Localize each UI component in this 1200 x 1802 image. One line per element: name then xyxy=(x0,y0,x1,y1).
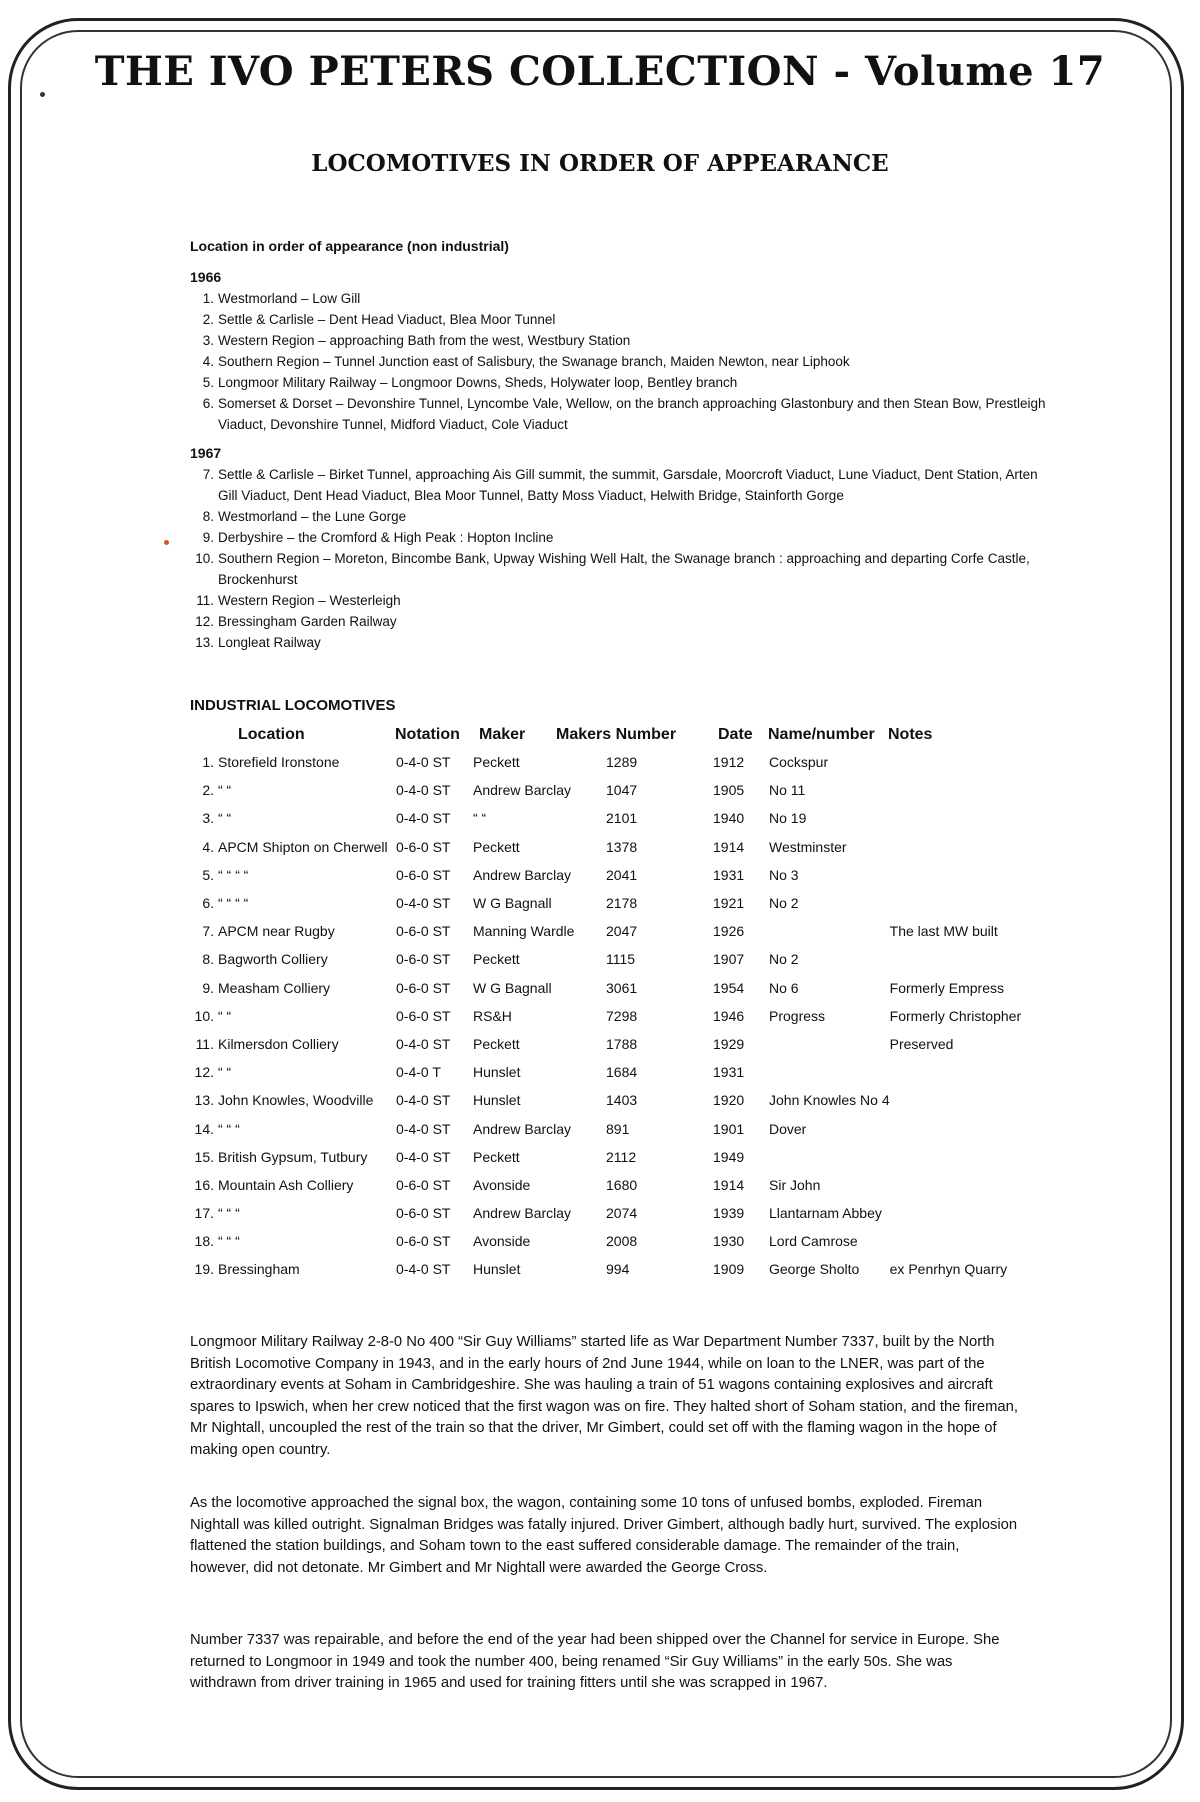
cell-date: 1931 xyxy=(713,866,745,883)
cell-name-number: Westminster xyxy=(769,838,847,855)
table-row xyxy=(188,1114,1040,1142)
cell-date: 1939 xyxy=(713,1205,745,1222)
cell-makers-number: 2041 xyxy=(606,866,638,883)
cell-maker: Hunslet xyxy=(473,1261,521,1278)
cell-location: “ “ xyxy=(218,1064,232,1081)
table-row xyxy=(188,1227,1040,1255)
cell-notes xyxy=(890,748,1040,776)
table-row xyxy=(188,1030,1040,1058)
cell-makers-number: 1289 xyxy=(606,754,638,771)
cell-notation: 0-6-0 ST xyxy=(396,838,451,855)
cell-notation: 0-6-0 ST xyxy=(396,951,451,968)
cell-date: 1912 xyxy=(713,754,745,771)
cell-name-number xyxy=(769,1030,890,1058)
cell-notation: 0-6-0 ST xyxy=(396,979,451,996)
cell-makers-number: 1403 xyxy=(606,1092,638,1109)
year-heading: 1967 xyxy=(190,445,222,461)
location-item-text: Longmoor Military Railway – Longmoor Downs, Sheds, Holywater loop, Bentley branch xyxy=(218,375,738,390)
cell-name-number: Dover xyxy=(769,1120,807,1137)
table-row xyxy=(188,1255,1040,1283)
column-header-name-number: Name/number xyxy=(768,726,875,743)
column-header-makers-number: Makers Number xyxy=(556,726,677,743)
location-item-number: 10. xyxy=(195,551,214,566)
cell-name-number: Lord Camrose xyxy=(769,1233,858,1250)
cell-name-number: Progress xyxy=(769,1007,826,1024)
location-item xyxy=(190,506,1050,527)
cell-name-number xyxy=(769,1058,890,1086)
table-row xyxy=(188,1058,1040,1086)
cell-date: 1931 xyxy=(713,1064,745,1081)
cell-location: Storefield Ironstone xyxy=(218,754,340,771)
location-item xyxy=(190,590,1050,611)
cell-makers-number: 2178 xyxy=(606,895,638,912)
cell-maker: W G Bagnall xyxy=(473,895,552,912)
row-number: 12. xyxy=(194,1064,214,1081)
cell-maker: Hunslet xyxy=(473,1064,521,1081)
cell-location: “ “ “ xyxy=(218,1233,240,1250)
column-header-notes: Notes xyxy=(888,726,933,743)
table-row xyxy=(188,1002,1040,1030)
location-item xyxy=(190,611,1050,632)
location-item-number: 4. xyxy=(202,354,214,369)
cell-name-number: No 6 xyxy=(769,979,799,996)
cell-makers-number: 2101 xyxy=(606,810,638,827)
cell-makers-number: 2047 xyxy=(606,923,638,940)
cell-location: “ “ xyxy=(218,810,232,827)
location-item-text: Settle & Carlisle – Dent Head Viaduct, Blea Moor Tunnel xyxy=(218,312,556,327)
location-item-text: Southern Region – Tunnel Junction east of Salisbury, the Swanage branch, Maiden Newton, near Liphook xyxy=(218,354,850,369)
cell-date: 1914 xyxy=(713,838,745,855)
cell-name-number: No 2 xyxy=(769,951,799,968)
cell-location: Measham Colliery xyxy=(218,979,331,996)
cell-notation: 0-4-0 ST xyxy=(396,1261,451,1278)
cell-makers-number: 2112 xyxy=(606,1148,637,1165)
row-number: 17. xyxy=(194,1205,214,1222)
table-row xyxy=(188,1199,1040,1227)
row-number: 10. xyxy=(194,1007,214,1024)
column-header-location: Location xyxy=(238,726,305,743)
cell-name-number: George Sholto xyxy=(769,1261,860,1278)
cell-maker: Andrew Barclay xyxy=(473,1120,572,1137)
row-number: 7. xyxy=(202,923,214,940)
cell-notation: 0-6-0 ST xyxy=(396,1176,451,1193)
cell-location: APCM Shipton on Cherwell xyxy=(218,838,388,855)
cell-notation: 0-6-0 ST xyxy=(396,866,451,883)
cell-makers-number: 1047 xyxy=(606,782,638,799)
cell-name-number: Sir John xyxy=(769,1176,821,1193)
cell-notation: 0-4-0 ST xyxy=(396,782,451,799)
cell-location: “ “ “ “ xyxy=(218,866,249,883)
cell-date: 1940 xyxy=(713,810,745,827)
location-item xyxy=(190,632,1050,653)
row-number: 3. xyxy=(202,810,214,827)
location-item-text: Somerset & Dorset – Devonshire Tunnel, Lyncombe Vale, Wellow, on the branch approaching Glastonbury and then Stean Bow, Prestleigh Viaduct, Devonshire Tunnel, Midford Viaduct, Cole Viaduct xyxy=(218,396,1046,432)
location-item xyxy=(190,393,1050,435)
row-number: 11. xyxy=(195,1035,214,1052)
location-item xyxy=(190,330,1050,351)
location-item-number: 9. xyxy=(202,530,214,545)
table-row xyxy=(188,974,1040,1002)
location-item-number: 1. xyxy=(202,291,214,306)
table-row xyxy=(188,861,1040,889)
page-subtitle: LOCOMOTIVES IN ORDER OF APPEARANCE xyxy=(311,150,889,177)
cell-maker: Peckett xyxy=(473,838,520,855)
cell-name-number: Cockspur xyxy=(769,754,829,771)
cell-notes xyxy=(890,1227,1040,1255)
row-number: 8. xyxy=(202,951,214,968)
table-row xyxy=(188,776,1040,804)
year-heading: 1966 xyxy=(190,269,222,285)
location-list-1966 xyxy=(190,288,1050,435)
cell-date: 1929 xyxy=(713,1035,745,1052)
cell-notation: 0-4-0 ST xyxy=(396,754,451,771)
column-header-notation: Notation xyxy=(395,726,460,743)
cell-makers-number: 891 xyxy=(606,1120,630,1137)
cell-location: John Knowles, Woodville xyxy=(218,1092,374,1109)
cell-date: 1946 xyxy=(713,1007,745,1024)
location-list-1967 xyxy=(190,464,1050,653)
location-item xyxy=(190,309,1050,330)
cell-makers-number: 7298 xyxy=(606,1007,638,1024)
location-item-number: 7. xyxy=(202,467,214,482)
location-item-text: Western Region – approaching Bath from the west, Westbury Station xyxy=(218,333,631,348)
cell-notes xyxy=(890,776,1040,804)
table-row xyxy=(188,1143,1040,1171)
cell-date: 1901 xyxy=(713,1120,745,1137)
location-item-number: 13. xyxy=(195,635,214,650)
cell-date: 1930 xyxy=(713,1233,745,1250)
cell-maker: Andrew Barclay xyxy=(473,1205,572,1222)
cell-makers-number: 3061 xyxy=(606,979,638,996)
paragraph: Number 7337 was repairable, and before the end of the year had been shipped over the Channel for service in Europe. She returned to Longmoor in 1949 and took the number 400, being renamed “Sir Guy Williams” in the early 50s. She was withdrawn from driver training in 1965 and used for training fitters until she was scrapped in 1967. xyxy=(190,1632,1000,1691)
cell-maker: Peckett xyxy=(473,1148,520,1165)
row-number: 13. xyxy=(194,1092,214,1109)
cell-notation: 0-6-0 ST xyxy=(396,923,451,940)
cell-location: APCM near Rugby xyxy=(218,923,335,940)
table-row xyxy=(188,833,1040,861)
cell-notation: 0-6-0 ST xyxy=(396,1007,451,1024)
cell-location: “ “ xyxy=(218,1007,232,1024)
cell-notes xyxy=(890,861,1040,889)
cell-name-number: No 19 xyxy=(769,810,807,827)
row-number: 4. xyxy=(202,838,214,855)
cell-makers-number: 2074 xyxy=(606,1205,638,1222)
column-header-date: Date xyxy=(718,726,753,743)
cell-location: Kilmersdon Colliery xyxy=(218,1035,339,1052)
cell-date: 1907 xyxy=(713,951,745,968)
cell-notes: The last MW built xyxy=(889,923,998,940)
cell-notes xyxy=(890,1199,1040,1227)
location-item-text: Derbyshire – the Cromford & High Peak : Hopton Incline xyxy=(218,530,554,545)
row-number: 6. xyxy=(202,895,214,912)
page-title: THE IVO PETERS COLLECTION - Volume 17 xyxy=(94,48,1106,95)
row-number: 9. xyxy=(202,979,214,996)
location-item xyxy=(190,548,1050,590)
location-item-number: 3. xyxy=(202,333,214,348)
cell-name-number: No 2 xyxy=(769,895,799,912)
cell-maker: Peckett xyxy=(473,951,520,968)
cell-notes xyxy=(890,1114,1040,1142)
cell-makers-number: 1378 xyxy=(606,838,638,855)
cell-location: British Gypsum, Tutbury xyxy=(218,1148,368,1165)
cell-maker: Peckett xyxy=(473,1035,520,1052)
cell-date: 1949 xyxy=(713,1148,745,1165)
cell-notes xyxy=(890,945,1040,973)
row-number: 5. xyxy=(202,866,214,883)
cell-notes: Formerly Empress xyxy=(889,979,1004,996)
cell-makers-number: 1115 xyxy=(606,951,636,968)
cell-name-number xyxy=(769,1143,890,1171)
cell-notes: Preserved xyxy=(889,1035,954,1052)
cell-notation: 0-4-0 ST xyxy=(396,1120,451,1137)
industrial-heading: INDUSTRIAL LOCOMOTIVES xyxy=(190,697,396,714)
cell-location: “ “ “ xyxy=(218,1205,240,1222)
cell-makers-number: 1680 xyxy=(606,1176,638,1193)
location-item-number: 11. xyxy=(196,593,214,608)
row-number: 1. xyxy=(202,754,214,771)
paragraph: As the locomotive approached the signal box, the wagon, containing some 10 tons of unfused bombs, exploded. Fireman Nightall was killed outright. Signalman Bridges was fatally injured. Driver Gimbert, although badly hurt, survived. The explosion flattened the station buildings, and Soham town to the east suffered considerable damage. The remainder of the train, however, did not detonate. Mr Gimbert and Mr Nightall were awarded the George Cross. xyxy=(190,1495,1018,1576)
cell-maker: Avonside xyxy=(473,1176,531,1193)
cell-name-number: Llantarnam Abbey xyxy=(769,1205,882,1222)
cell-notes xyxy=(890,1143,1040,1171)
cell-location: “ “ xyxy=(218,782,232,799)
cell-makers-number: 994 xyxy=(606,1261,630,1278)
table-row xyxy=(188,945,1040,973)
cell-name-number: John Knowles No 4 xyxy=(769,1092,890,1109)
cell-name-number: No 3 xyxy=(769,866,799,883)
cell-date: 1914 xyxy=(713,1176,745,1193)
cell-notation: 0-6-0 ST xyxy=(396,1205,451,1222)
cell-notes xyxy=(890,1058,1040,1086)
location-item-number: 6. xyxy=(202,396,214,411)
cell-location: Bressingham xyxy=(218,1261,300,1278)
cell-notation: 0-4-0 T xyxy=(396,1064,441,1081)
row-number: 14. xyxy=(194,1120,214,1137)
locations-heading: Location in order of appearance (non industrial) xyxy=(190,238,509,254)
row-number: 18. xyxy=(194,1233,214,1250)
location-item-text: Western Region – Westerleigh xyxy=(218,593,401,608)
cell-maker: W G Bagnall xyxy=(473,979,552,996)
row-number: 19. xyxy=(194,1261,214,1278)
cell-date: 1954 xyxy=(713,979,745,996)
industrial-locomotives-table xyxy=(188,748,1040,1284)
cell-notes xyxy=(890,1171,1040,1199)
location-item-text: Bressingham Garden Railway xyxy=(218,614,397,629)
table-row xyxy=(188,917,1040,945)
cell-notes: Formerly Christopher xyxy=(889,1007,1022,1024)
cell-date: 1909 xyxy=(713,1261,745,1278)
location-item xyxy=(190,527,1050,548)
cell-location: Bagworth Colliery xyxy=(218,951,328,968)
cell-maker: Andrew Barclay xyxy=(473,866,572,883)
cell-maker: “ “ xyxy=(473,810,487,827)
cell-date: 1905 xyxy=(713,782,745,799)
cell-location: “ “ “ “ xyxy=(218,895,249,912)
cell-maker: Andrew Barclay xyxy=(473,782,572,799)
table-row xyxy=(188,1086,1040,1114)
location-item-text: Southern Region – Moreton, Bincombe Bank, Upway Wishing Well Halt, the Swanage branch : approaching and departing Corfe Castle, Brockenhurst xyxy=(218,551,1030,587)
cell-maker: Peckett xyxy=(473,754,520,771)
cell-notation: 0-4-0 ST xyxy=(396,810,451,827)
location-item-number: 8. xyxy=(202,509,214,524)
cell-maker: Manning Wardle xyxy=(473,923,575,940)
cell-date: 1921 xyxy=(713,895,745,912)
column-header-maker: Maker xyxy=(479,726,526,743)
location-item xyxy=(190,351,1050,372)
cell-makers-number: 1788 xyxy=(606,1035,638,1052)
cell-makers-number: 1684 xyxy=(606,1064,638,1081)
cell-notation: 0-4-0 ST xyxy=(396,895,451,912)
location-item-number: 5. xyxy=(202,375,214,390)
paragraph: Longmoor Military Railway 2-8-0 No 400 “Sir Guy Williams” started life as War Department Number 7337, built by the North British Locomotive Company in 1943, and in the early hours of 2nd June 1944, while on loan to the LNER, was part of the extraordinary events at Soham in Cambridgeshire. She was hauling a train of 51 wagons containing explosives and aircraft spares to Ipswich, when her crew noticed that the first wagon was on fire. They halted short of Soham station, and the fireman, Mr Nightall, uncoupled the rest of the train so that the driver, Mr Gimbert, could set off with the flaming wagon in the hope of making open country. xyxy=(190,1334,1018,1458)
row-number: 2. xyxy=(202,782,214,799)
cell-maker: RS&H xyxy=(473,1007,512,1024)
cell-date: 1920 xyxy=(713,1092,745,1109)
location-item-text: Longleat Railway xyxy=(218,635,321,650)
location-item xyxy=(190,464,1050,506)
cell-makers-number: 2008 xyxy=(606,1233,638,1250)
location-item xyxy=(190,372,1050,393)
cell-location: Mountain Ash Colliery xyxy=(218,1176,354,1193)
cell-location: “ “ “ xyxy=(218,1120,240,1137)
location-item-text: Westmorland – the Lune Gorge xyxy=(218,509,407,524)
cell-maker: Avonside xyxy=(473,1233,531,1250)
location-item xyxy=(190,288,1050,309)
location-item-text: Settle & Carlisle – Birket Tunnel, approaching Ais Gill summit, the summit, Garsdale, Moorcroft Viaduct, Lune Viaduct, Dent Station, Arten Gill Viaduct, Dent Head Viaduct, Blea Moor Tunnel, Batty Moss Viaduct, Helwith Bridge, Stainforth Gorge xyxy=(218,467,1038,503)
table-row xyxy=(188,748,1040,776)
location-item-text: Westmorland – Low Gill xyxy=(218,291,361,306)
cell-notes xyxy=(890,889,1040,917)
location-item-number: 12. xyxy=(195,614,214,629)
cell-notes xyxy=(890,833,1040,861)
scan-speck xyxy=(164,540,169,545)
cell-notes xyxy=(890,1086,1040,1114)
row-number: 16. xyxy=(194,1176,214,1193)
table-row xyxy=(188,889,1040,917)
cell-notation: 0-6-0 ST xyxy=(396,1233,451,1250)
cell-name-number xyxy=(769,917,890,945)
cell-notation: 0-4-0 ST xyxy=(396,1148,451,1165)
cell-notation: 0-4-0 ST xyxy=(396,1035,451,1052)
table-row xyxy=(188,1171,1040,1199)
row-number: 15. xyxy=(194,1148,214,1165)
cell-maker: Hunslet xyxy=(473,1092,521,1109)
table-row xyxy=(188,804,1040,832)
cell-date: 1926 xyxy=(713,923,745,940)
cell-notation: 0-4-0 ST xyxy=(396,1092,451,1109)
location-item-number: 2. xyxy=(202,312,214,327)
cell-name-number: No 11 xyxy=(769,782,806,799)
cell-notes: ex Penrhyn Quarry xyxy=(889,1261,1008,1278)
cell-notes xyxy=(890,804,1040,832)
